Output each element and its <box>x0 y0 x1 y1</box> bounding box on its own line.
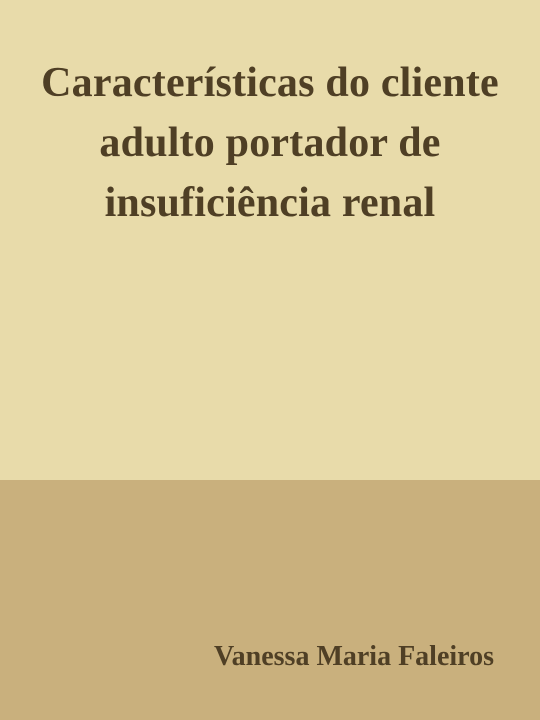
book-author: Vanessa Maria Faleiros <box>214 641 494 672</box>
book-title: Características do cliente adulto portador de insuficiência renal <box>41 60 499 226</box>
cover-bottom-panel <box>0 480 540 720</box>
